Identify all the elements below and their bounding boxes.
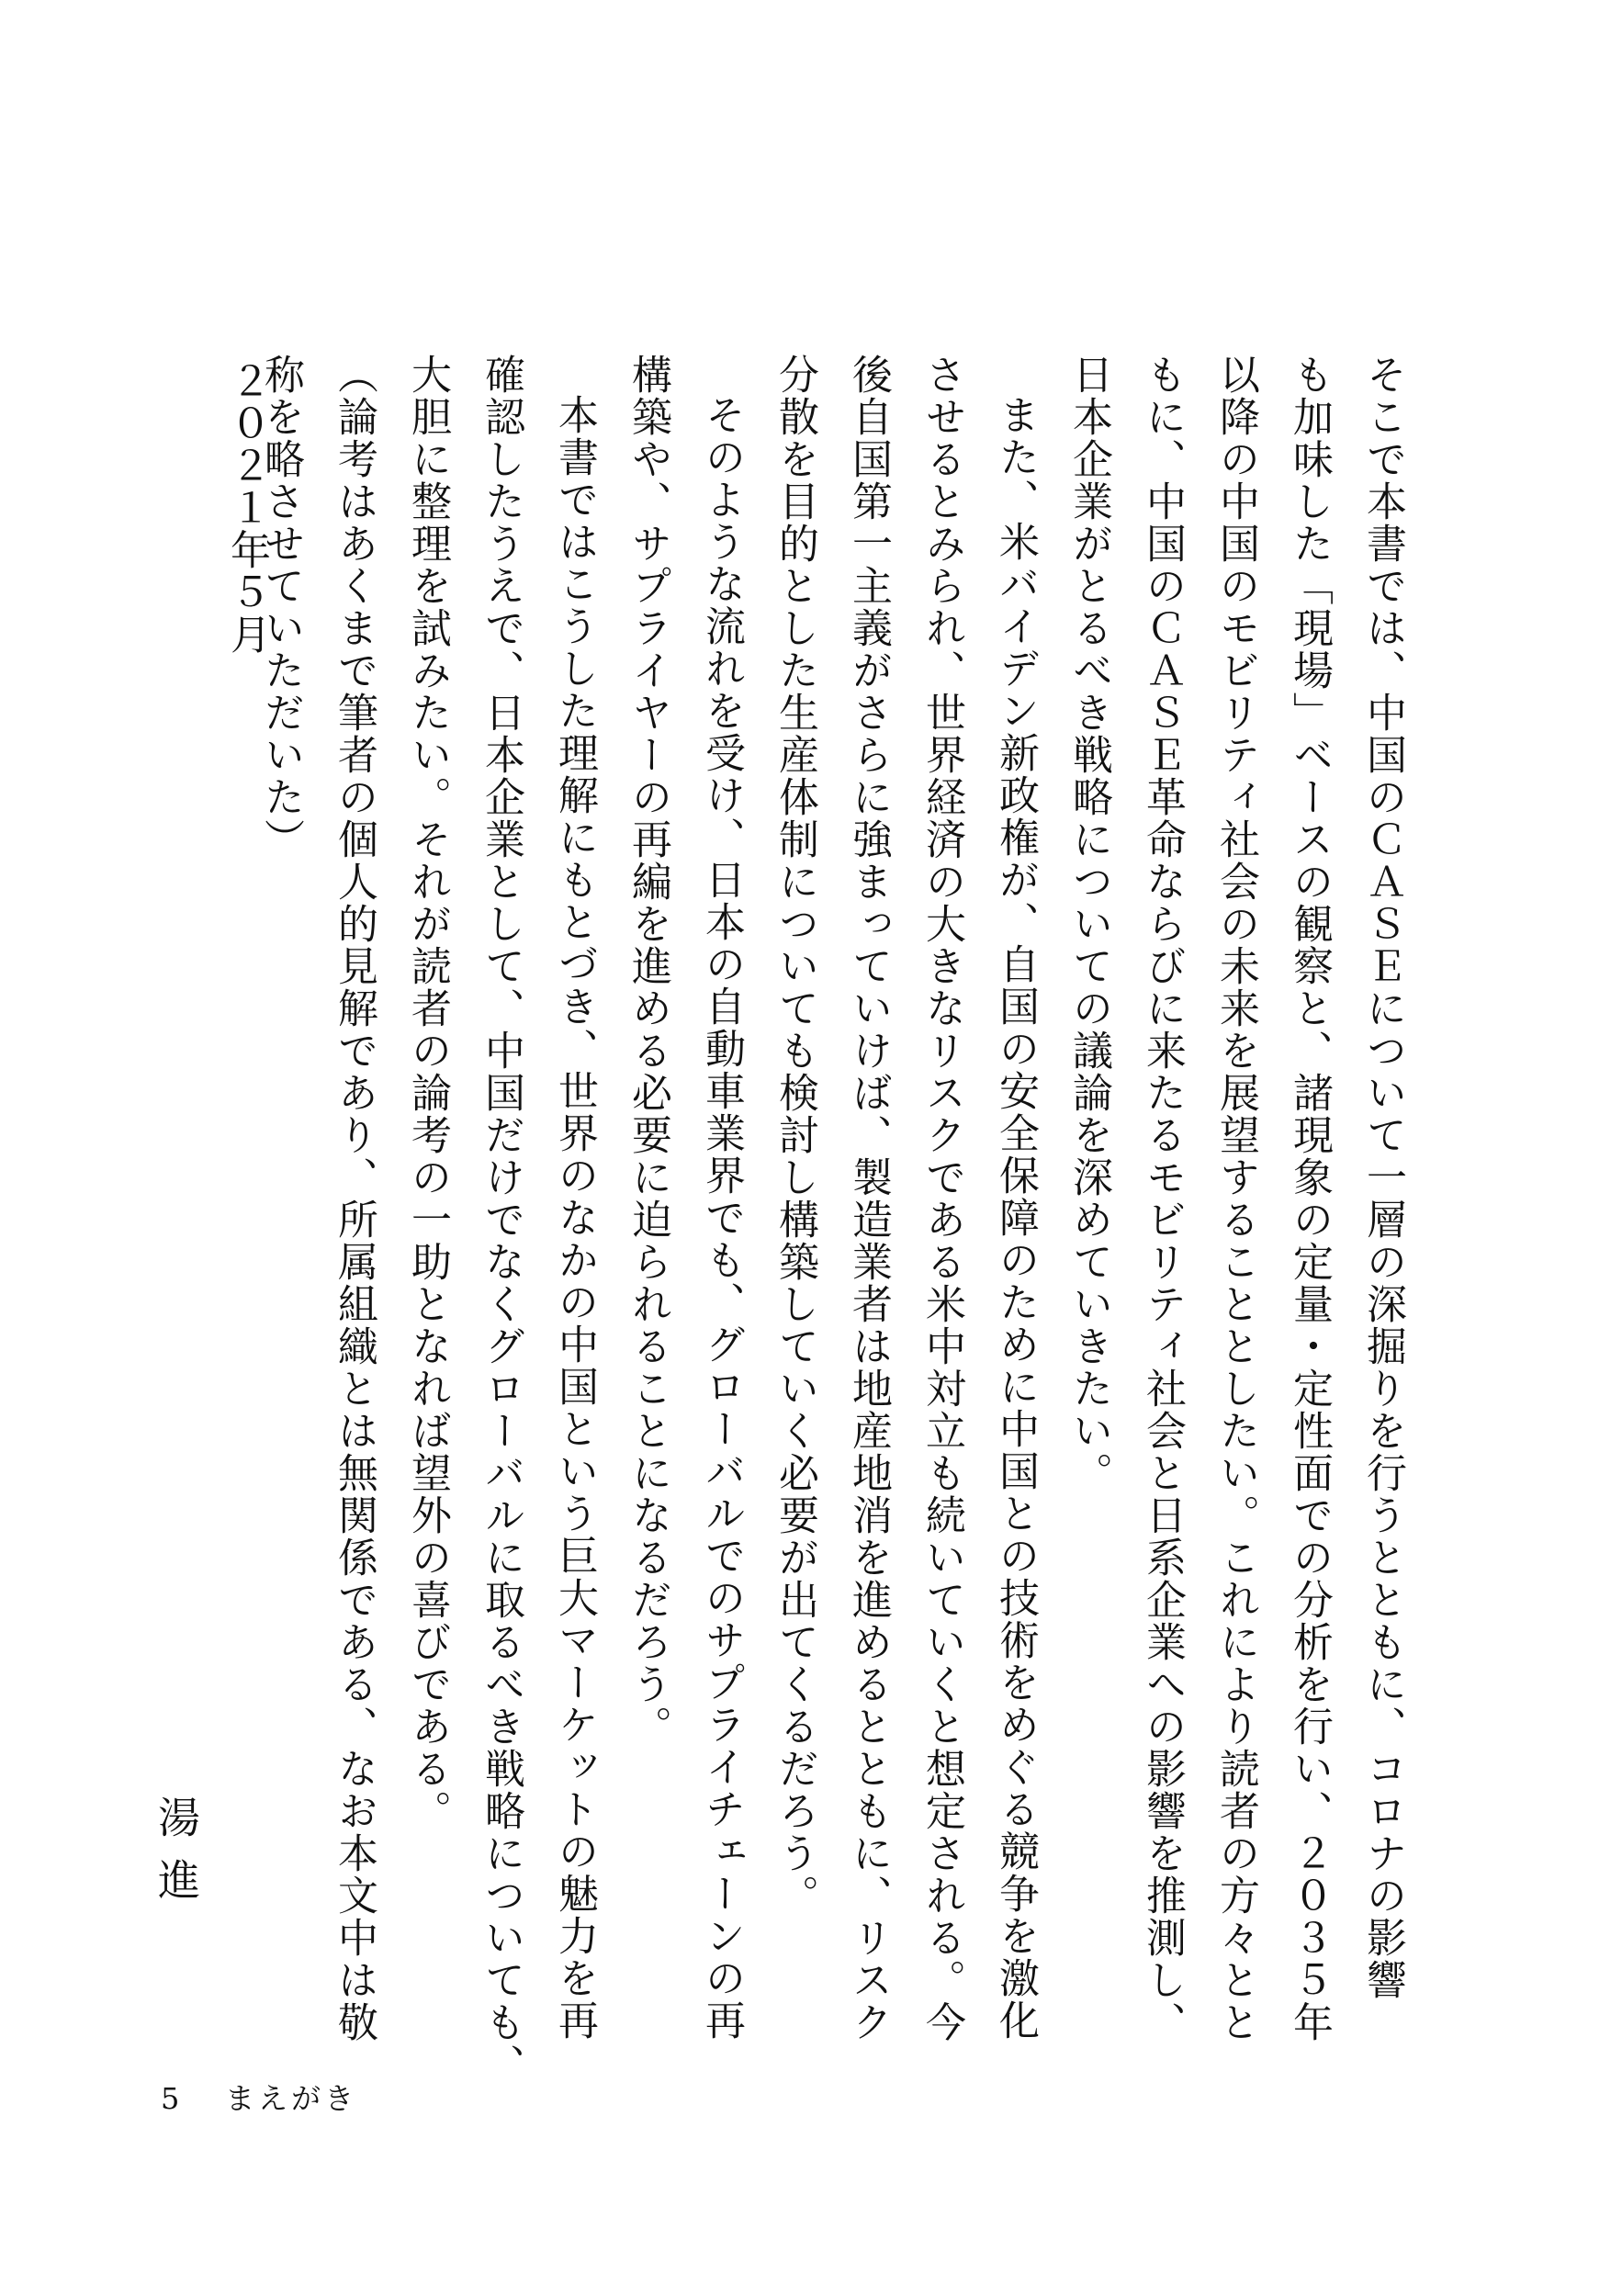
text-line-11: 構築や、サプライヤーの再編を進める必要に迫られることになるだろう。 — [625, 354, 671, 1748]
author-signature: 湯進 — [152, 1795, 201, 1920]
body-text — [257, 354, 1419, 2086]
date: ２０２１年５月 — [223, 360, 270, 656]
text-line-13: 確認したうえで、日本企業として、中国だけでなくグローバルに取るべき戦略についても、 — [478, 354, 524, 2086]
text-line-7: させるとみられ、世界経済の大きなリスクである米中対立も続いていくと想定される。今 — [918, 354, 965, 2043]
text-line-10: そのような流れを受け、日本の自動車業界でも、グローバルでのサプライチェーンの再 — [698, 394, 745, 2042]
text-line-1: そこで本書では、中国のＣＡＳＥについて一層の深掘りを行うとともに、コロナの影響 — [1359, 354, 1406, 2001]
text-line-4: もに、中国のＣＡＳＥ革命ならびに来たるモビリティ社会と日系企業への影響を推測し、 — [1139, 354, 1186, 2043]
text-line-9: 分散を目的とした生産体制についても検討し構築していく必要が出てくるだろう。 — [772, 354, 818, 1917]
text-line-15: （論考はあくまで筆者の個人的見解であり、所属組織とは無関係である、なお本文中は敬 — [331, 354, 377, 2043]
text-line-6: また、米バイデン新政権が、自国の安全保障のために中国との技術をめぐる競争を激化 — [992, 394, 1039, 2042]
page-footer — [161, 2076, 357, 2122]
text-line-16: 称を略させていただいた） — [257, 354, 304, 861]
section-title: まえがき — [225, 2081, 358, 2116]
text-line-3: 以降の中国のモビリティ社会の未来を展望することとしたい。これにより読者の方々とと — [1212, 354, 1259, 2043]
text-line-12: 本書ではこうした理解にもとづき、世界のなかの中国という巨大マーケットの魅力を再 — [551, 394, 598, 2042]
text-line-5: 日本企業がとるべき戦略についての議論を深めていきたい。 — [1065, 354, 1112, 1494]
text-line-8: 後自国第一主義がさらに強まっていけば、製造業者は地産地消を進めるとともに、リスク — [845, 354, 892, 2043]
text-line-14: 大胆に整理を試みたい。それが読者の論考の一助となれば望外の喜びである。 — [404, 354, 451, 1832]
text-line-2: も加味した「現場」ベースの観察と、諸現象の定量・定性面での分析を行い、２０３５年 — [1286, 354, 1333, 2043]
page-number: 5 — [161, 2081, 180, 2116]
